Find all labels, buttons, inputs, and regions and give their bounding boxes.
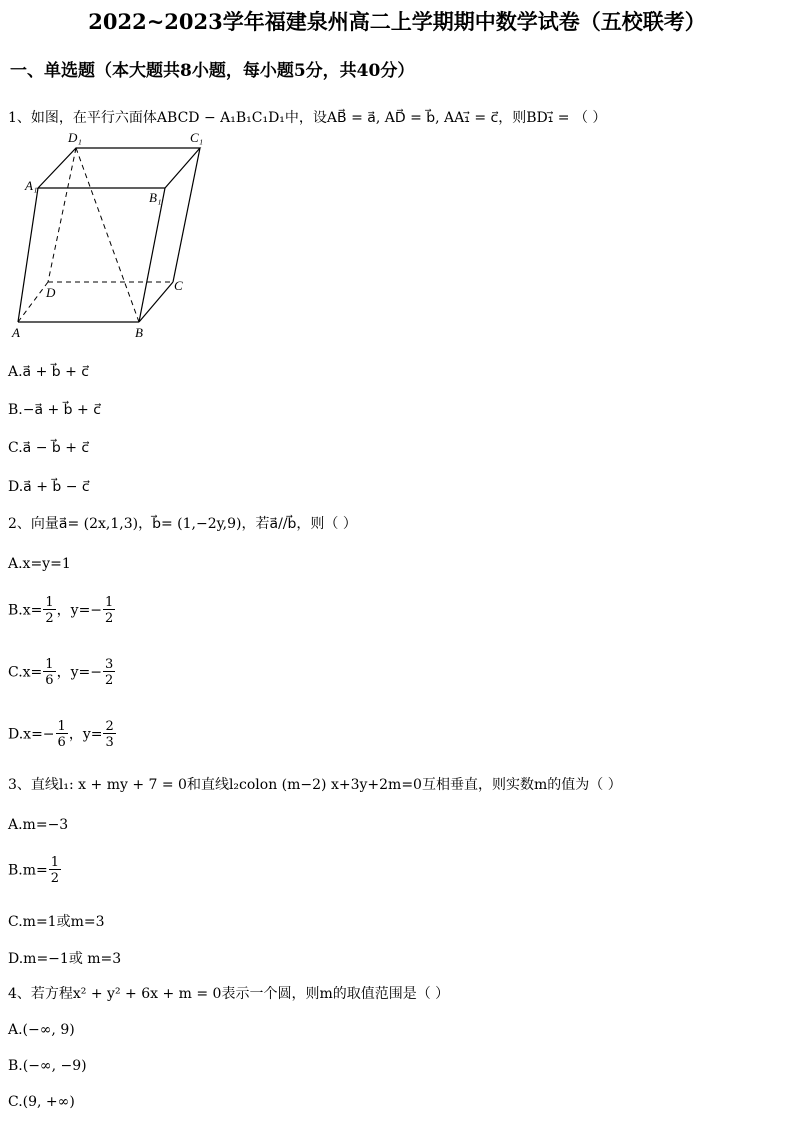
top-face: [38, 148, 200, 188]
label-c1: C₁: [190, 130, 204, 145]
q1-option-a: A.a⃗ + b⃗ + c⃗: [8, 364, 89, 380]
parallelepiped-diagram: [8, 130, 218, 345]
edge-d1-d: [48, 148, 76, 282]
fraction: $\frac{3}{2}$: [104, 657, 114, 688]
label-c: C: [174, 278, 183, 293]
label-b1: B₁: [149, 190, 162, 205]
fraction: $\frac{1}{2}$: [45, 595, 54, 626]
label-b: B: [135, 325, 143, 340]
edge-a1-a: [18, 188, 38, 322]
fraction: $\frac{1}{2}$: [105, 595, 114, 626]
q1-option-c: C.a⃗ − b⃗ + c⃗: [8, 440, 90, 456]
q3-option-a: A.m=−3: [8, 817, 69, 833]
question-4-stem: 4、若方程x² + y² + 6x + m = 0表示一个圆，则m的取值范围是（ ）: [8, 986, 450, 1002]
q2-option-c: C.x= $\frac{1}{6}$ ，y=− $\frac{3}{2}$: [8, 657, 114, 688]
q2-option-b: B.x= $\frac{1}{2}$ ，y=− $\frac{1}{2}$: [8, 595, 114, 626]
edge-c1-c: [173, 148, 200, 282]
parallelepiped-figure: [8, 130, 218, 345]
edge-b1-b: [139, 188, 165, 322]
label-a: A: [12, 325, 20, 340]
fraction: $\frac{1}{6}$: [57, 719, 66, 750]
question-2-stem: 2、向量a⃗= (2x,1,3)，b⃗= (1,−2y,9)，若a⃗//b⃗，则（ ）: [8, 516, 357, 532]
q3-option-b: B.m= $\frac{1}{2}$: [8, 855, 60, 886]
fraction: $\frac{1}{2}$: [50, 855, 60, 886]
label-a1: A₁: [25, 178, 38, 193]
q1-option-d: D.a⃗ + b⃗ − c⃗: [8, 479, 90, 495]
q1-option-b: B.−a⃗ + b⃗ + c⃗: [8, 402, 101, 418]
question-3-stem: 3、直线l₁: x + my + 7 = 0和直线l₂colon (m−2) x+3y+2m=0互相垂直，则实数m的值为（ ）: [8, 777, 622, 793]
q4-option-a: A.(−∞, 9): [8, 1022, 75, 1038]
q3-option-c: C.m=1或m=3: [8, 914, 105, 930]
fraction: $\frac{1}{6}$: [45, 657, 54, 688]
q4-option-c: C.(9, +∞): [8, 1094, 75, 1110]
q3-option-d: D.m=−1或 m=3: [8, 951, 122, 967]
label-d: D: [46, 285, 56, 300]
edge-b-c: [139, 282, 173, 322]
label-d1: D₁: [68, 130, 82, 145]
q4-option-b: B.(−∞, −9): [8, 1058, 87, 1074]
q2-option-a: A.x=y=1: [8, 556, 71, 572]
section-heading: 一、单选题（本大题共8小题，每小题5分，共40分）: [10, 61, 415, 81]
page-title: 2022~2023学年福建泉州高二上学期期中数学试卷（五校联考）: [88, 9, 706, 34]
diagonal-bd1: [76, 148, 139, 322]
fraction: $\frac{2}{3}$: [105, 719, 114, 750]
question-1-stem: 1、如图，在平行六面体ABCD − A₁B₁C₁D₁中，设AB⃗ = a⃗, AD⃗ = b⃗, AA₁⃗ = c⃗，则BD₁⃗ = （ ）: [8, 110, 607, 126]
q2-option-d: D.x=− $\frac{1}{6}$ ，y= $\frac{2}{3}$: [8, 719, 114, 750]
